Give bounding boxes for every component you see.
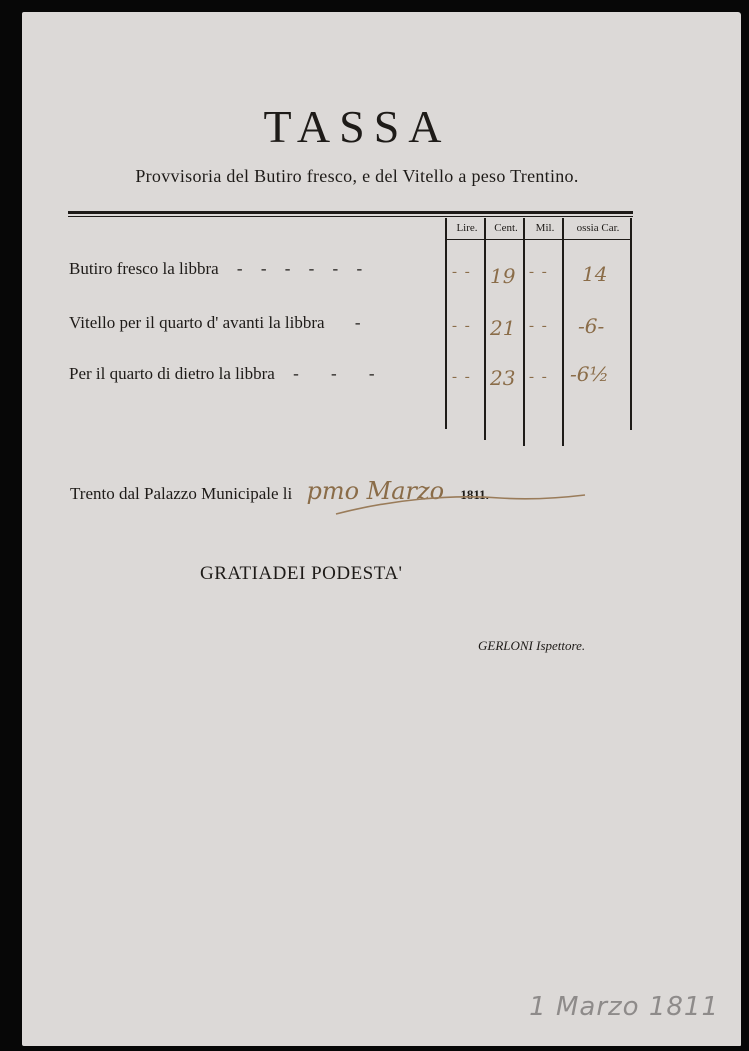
- row-label-vitello-avanti: Vitello per il quarto d' avanti la libbra -: [69, 313, 361, 332]
- handwritten-date: pmo Marzo: [306, 477, 445, 505]
- pencil-annotation: 1 Marzo 1811: [529, 992, 719, 1022]
- row-label-butiro: Butiro fresco la libbra - - - - - -: [69, 259, 363, 278]
- cent-value: 19: [490, 264, 516, 288]
- carantani-value: -6½: [570, 362, 609, 386]
- mil-value: - -: [529, 369, 549, 385]
- mil-value: - -: [529, 264, 549, 280]
- carantani-value: -6-: [578, 314, 605, 338]
- mil-value: - -: [529, 318, 549, 334]
- column-divider: [523, 218, 525, 446]
- header-rule-thick: [68, 211, 633, 214]
- lire-value: - -: [452, 369, 472, 385]
- column-header-mil: Mil.: [535, 222, 555, 234]
- cent-value: 23: [490, 366, 516, 390]
- column-divider: [630, 218, 632, 430]
- place-date-line: Trento dal Palazzo Municipale li pmo Marzo 1811.: [70, 477, 489, 505]
- column-divider: [445, 218, 447, 429]
- carantani-value: 14: [582, 262, 608, 286]
- inspector-name: GERLONI Ispettore.: [478, 638, 586, 653]
- lire-value: - -: [452, 318, 472, 334]
- authority-name: GRATIADEI PODESTA': [200, 563, 403, 584]
- signature-flourish: [330, 488, 590, 518]
- year: 1811.: [460, 487, 489, 502]
- column-header-cent: Cent.: [494, 222, 518, 234]
- column-divider: [562, 218, 564, 446]
- column-header-rule: [447, 239, 632, 240]
- lire-value: - -: [452, 264, 472, 280]
- header-rule-thin: [68, 216, 633, 217]
- document-title: TASSA: [263, 101, 451, 152]
- cent-value: 21: [490, 316, 516, 340]
- column-header-carantani: ossia Car.: [576, 222, 620, 234]
- column-header-lire: Lire.: [456, 222, 478, 234]
- document-subtitle: Provvisoria del Butiro fresco, e del Vitello a peso Trentino.: [135, 166, 579, 186]
- column-divider: [484, 218, 486, 440]
- row-label-vitello-dietro: Per il quarto di dietro la libbra - - -: [69, 364, 375, 383]
